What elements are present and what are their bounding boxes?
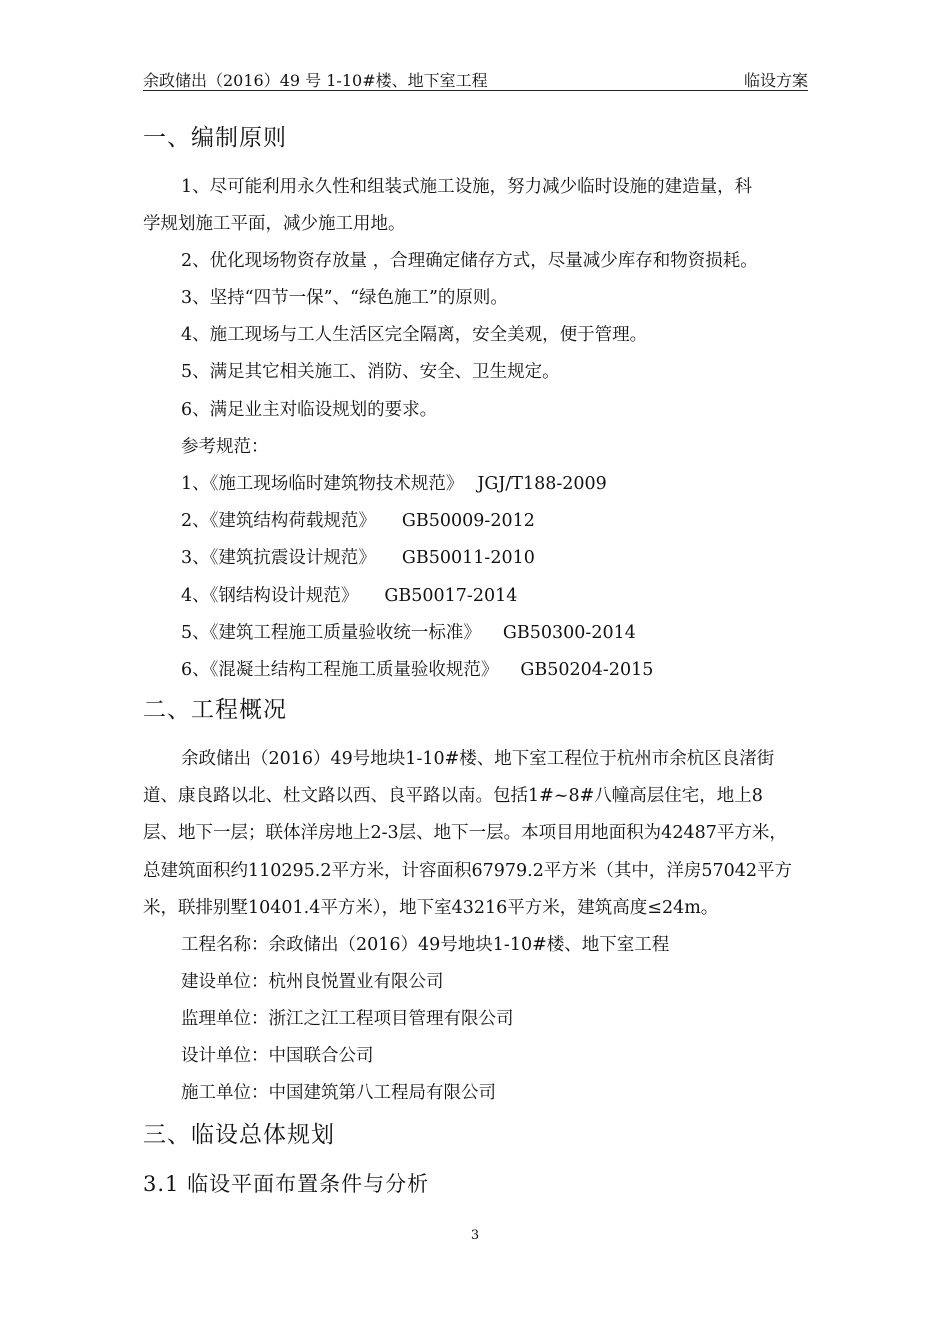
reference-name: 2、《建筑结构荷载规范》 [181,511,376,531]
reference-name: 3、《建筑抗震设计规范》 [181,548,376,568]
overview-line: 总建筑面积约110295.2平方米，计容面积67979.2平方米（其中，洋房57042平方 [143,861,793,881]
reference-code: GB50300-2014 [502,623,636,643]
overview-line: 道、康良路以北、杜文路以西、良平路以南。包括1#~8#八幢高层住宅，地上8 [143,786,763,806]
principle-1-line1: 1、尽可能利用永久性和组装式施工设施，努力减少临时设施的建造量，科 [181,177,753,197]
reference-title: 参考规范： [181,437,269,457]
reference-name: 4、《钢结构设计规范》 [181,586,359,606]
reference-name: 5、《建筑工程施工质量验收统一标准》 [181,623,481,643]
principle-2: 2、优化现场物资存放量 ，合理确定储存方式，尽量减少库存和物资损耗。 [181,251,758,271]
reference-item [181,544,535,569]
overview-line: 余政储出（2016）49号地块1-10#楼、地下室工程位于杭州市余杭区良渚街 [181,749,775,769]
supervisor-unit: 监理单位：浙江之江工程项目管理有限公司 [181,1009,514,1029]
header-project-name: 余政储出（2016）49 号 1-10#楼、地下室工程 [143,71,488,90]
section2-title: 二、工程概况 [143,697,287,723]
page-number: 3 [470,1228,480,1243]
contractor-unit: 施工单位：中国建筑第八工程局有限公司 [181,1083,496,1103]
section3-1-title: 3.1 临设平面布置条件与分析 [143,1172,430,1196]
reference-code: GB50011-2010 [401,548,535,568]
reference-code: GB50204-2015 [520,660,654,680]
overview-line: 层、地下一层；联体洋房地上2-3层、地下一层。本项目用地面积为42487平方米， [143,823,787,843]
reference-name: 6、《混凝土结构工程施工质量验收规范》 [181,660,499,680]
section3-title: 三、临设总体规划 [143,1122,335,1148]
reference-name: 1、《施工现场临时建筑物技术规范》 [181,474,464,494]
principle-5: 5、满足其它相关施工、消防、安全、卫生规定。 [181,362,560,382]
principle-4: 4、施工现场与工人生活区完全隔离，安全美观，便于管理。 [181,325,648,345]
principle-1-line2: 学规划施工平面，减少施工用地。 [143,214,406,234]
reference-item [181,582,517,607]
reference-item [181,470,607,495]
reference-code: JGJ/T188-2009 [477,474,607,494]
principle-6: 6、满足业主对临设规划的要求。 [181,400,438,420]
reference-item [181,619,636,644]
reference-code: GB50017-2014 [384,586,518,606]
reference-item [181,656,653,681]
header-doc-type: 临设方案 [743,71,808,90]
owner-unit: 建设单位：杭州良悦置业有限公司 [181,972,444,992]
page-header [143,66,808,91]
project-name: 工程名称：余政储出（2016）49号地块1-10#楼、地下室工程 [181,935,670,955]
principle-3: 3、坚持“四节一保”、“绿色施工”的原则。 [181,288,508,308]
reference-item [181,507,535,532]
designer-unit: 设计单位：中国联合公司 [181,1046,374,1066]
reference-code: GB50009-2012 [401,511,535,531]
overview-line: 米，联排别墅10401.4平方米），地下室43216平方米，建筑高度≤24m。 [143,898,719,918]
section1-title: 一、编制原则 [143,125,287,151]
